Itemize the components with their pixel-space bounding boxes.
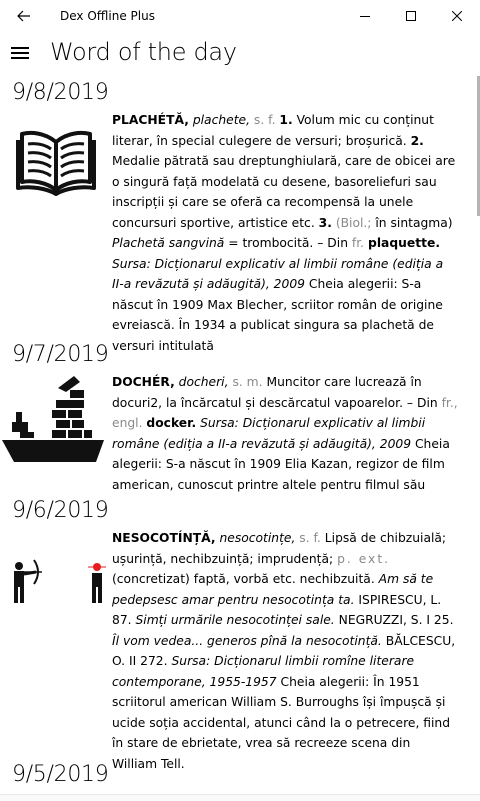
inflected-forms: nesocotințe,: [219, 531, 296, 545]
word-list[interactable]: [0, 76, 480, 800]
definition-text: Muncitor care lucrează în docuri2, la încărcatul și descărcatul vapoarelor. – Din: [112, 375, 438, 410]
definition-text: Medalie pătrată sau dreptunghiulară, care de obicei are o singură față modelată cu desene, basoreliefuri sau inscripții și care se oferă ca recompensă la unele concursuri sportive, artistice etc.: [112, 154, 456, 230]
example-text: Plachetă sangvină: [112, 236, 225, 250]
definition-text: = trombocită. – Din: [228, 236, 348, 250]
sense-number: 3.: [318, 215, 332, 230]
back-arrow-icon: [17, 10, 31, 22]
example-text: Am să te pedepsesc amar pentru nesocotința ta.: [112, 572, 434, 607]
title-bar: [0, 0, 480, 32]
minimize-icon: [360, 11, 370, 21]
headword: NESOCOTÍNȚĂ,: [112, 531, 216, 545]
word-entry[interactable]: [0, 76, 480, 353]
example-text: Îl vom vedea... generos pînă la nesocotință.: [112, 633, 382, 648]
citation: NEGRUZZI, S. I 25.: [338, 613, 454, 627]
grammar-tag: s. f.: [299, 531, 321, 545]
entry-definition: [112, 110, 470, 356]
entry-date: 9/5/2019: [12, 762, 109, 787]
maximize-button[interactable]: [388, 0, 434, 32]
language-tag: engl.: [112, 416, 143, 430]
entry-image: [0, 528, 112, 774]
headword: PLACHÉTĂ,: [112, 113, 189, 127]
inflected-forms: plachete,: [192, 113, 250, 127]
source-text: Sursa: Dicționarul limbii romîne literare contemporane, 1955-1957: [112, 654, 415, 689]
word-entry[interactable]: [0, 338, 480, 494]
etymology-word: docker.: [146, 416, 197, 430]
choice-reason: Cheia alegerii: În 1951 scriitorul american William S. Burroughs își împușcă și ucide soția accidental, atunci când la o petrecere, fiind în stare de ebrietate, vrea să recreeze scena din William Tell.: [112, 674, 451, 771]
hamburger-line: [11, 57, 29, 59]
definition-text: Volum mic cu conținut literar, în special culegere de versuri; broșurică.: [112, 113, 434, 148]
open-book-icon: [0, 120, 112, 200]
example-text: Simți urmările nesocotinței sale.: [135, 613, 335, 627]
usage-note: în sintagma): [375, 215, 453, 230]
grammar-tag: s. f.: [253, 113, 276, 127]
archer-target-icon: [0, 538, 112, 638]
hamburger-line: [11, 47, 29, 49]
domain-tag: (Biol.;: [335, 215, 372, 230]
definition-text: (concretizat) faptă, vorbă etc. nechibzuită.: [112, 572, 375, 586]
close-button[interactable]: [434, 0, 480, 32]
sense-number: 2.: [410, 133, 424, 148]
citation: ISPIRESCU, L. 87.: [112, 592, 442, 627]
entry-definition: [112, 528, 470, 774]
minimize-button[interactable]: [342, 0, 388, 32]
entry-date: 9/6/2019: [12, 498, 109, 523]
source-text: Sursa: Dicționarul explicativ al limbii române (ediția a II-a revăzută și adăugită), 2009: [112, 416, 426, 451]
entry-definition: [112, 372, 470, 495]
ship-icon: [0, 370, 112, 470]
entry-date: 9/7/2019: [12, 342, 109, 367]
grammar-tag: p. ext.: [337, 551, 391, 566]
grammar-tag: s. m.: [232, 375, 263, 389]
window-title: Dex Offline Plus: [60, 9, 155, 23]
entry-image: [0, 372, 112, 495]
entry-date: 9/8/2019: [12, 80, 109, 105]
sense-number: 1.: [279, 113, 293, 127]
choice-reason: Cheia alegerii: S-a născut în 1909 Elia Kazan, regizor de film american, cunoscut printre altele pentru filmul său: [112, 436, 450, 492]
hamburger-line: [11, 52, 29, 54]
choice-reason: Cheia alegerii: S-a născut în 1909 Max Blecher, scriitor român de origine evreiască. În 1934 a publicat singura sa plachetă de versuri intitulată: [112, 277, 443, 353]
back-button[interactable]: [0, 0, 48, 32]
maximize-icon: [406, 11, 416, 21]
language-tag: fr.: [351, 236, 365, 250]
language-tag: fr.,: [441, 395, 458, 410]
headword: DOCHÉR,: [112, 375, 175, 389]
etymology-word: plaquette.: [368, 236, 440, 250]
page-title: Word of the day: [50, 38, 237, 66]
close-icon: [452, 11, 462, 21]
entry-image: [0, 110, 112, 356]
citation: BĂLCESCU, O. II 272.: [112, 633, 456, 668]
word-entry[interactable]: [0, 758, 480, 798]
source-text: Sursa: Dicționarul explicativ al limbii române (ediția a II-a revăzută și adăugită), 2009: [112, 256, 444, 291]
inflected-forms: docheri,: [178, 375, 229, 389]
page-header: [0, 36, 480, 76]
word-entry[interactable]: [0, 494, 480, 771]
hamburger-menu-button[interactable]: [10, 44, 32, 66]
definition-text: Lipsă de chibzuială; ușurință, nechibzuință; imprudență;: [112, 531, 447, 566]
